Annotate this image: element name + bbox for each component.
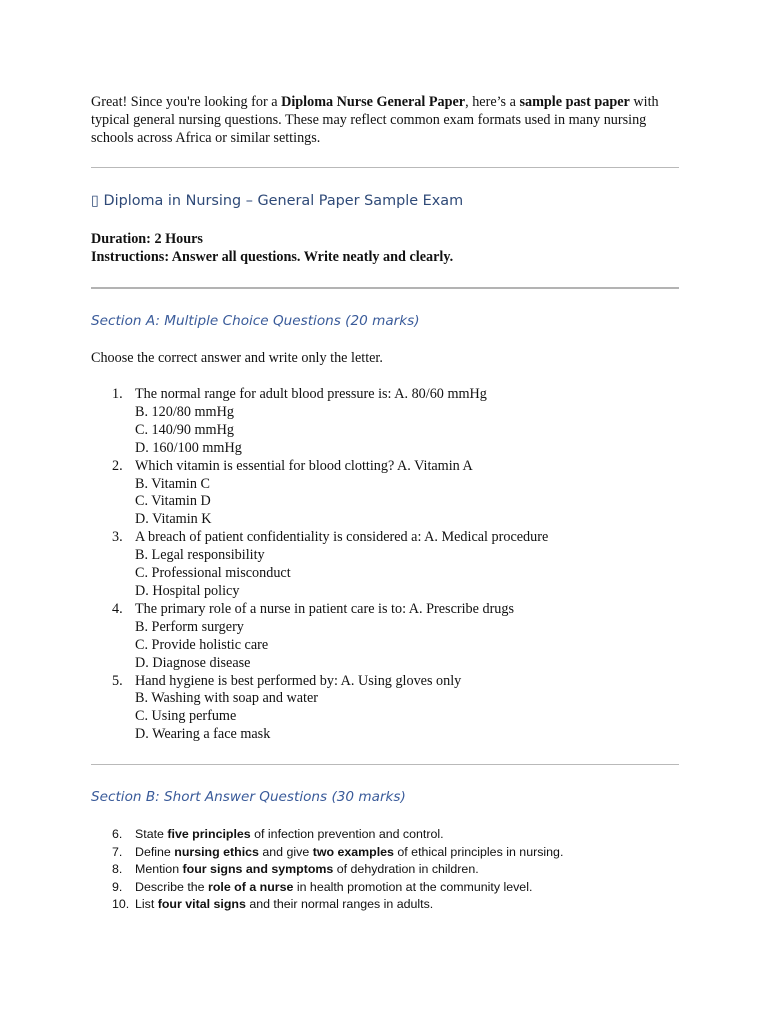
section-a-instruction: Choose the correct answer and write only the letter. [91,350,383,366]
question-text: and give [258,844,313,859]
option-b: B. Perform surgery [135,618,244,635]
section-b-heading: Section B: Short Answer Questions (30 marks) [91,789,406,805]
question-stem: A breach of patient confidentiality is considered a: A. Medical procedure [135,529,549,546]
exam-title-text: Diploma in Nursing – General Paper Sample Exam [103,193,464,209]
option-c: C. Vitamin D [135,493,211,510]
question-number: 7. [112,844,123,859]
question-text: of dehydration in children. [333,862,479,877]
option-c: C. Professional misconduct [135,565,291,582]
question-number: 1. [112,386,123,402]
list-item [91,844,563,862]
question-text: List [135,897,158,912]
divider [91,764,679,765]
missing-glyph-icon: ▯ [91,193,99,209]
list-item [91,879,563,897]
question-text: Define [135,844,175,859]
question-bold: five principles [167,827,251,841]
list-item [91,386,548,458]
question-text: of ethical principles in nursing. [393,844,564,859]
question-stem: The normal range for adult blood pressure is: A. 80/60 mmHg [135,386,487,402]
question-number: 4. [112,600,123,617]
question-number: 3. [112,529,123,546]
question-bold: nursing ethics [174,844,259,859]
intro-paragraph [91,93,679,147]
question-text: State [135,827,168,841]
option-b: B. Legal responsibility [135,547,265,564]
duration: Duration: 2 Hours [91,231,203,247]
question-stem: Hand hygiene is best performed by: A. Using gloves only [135,672,462,689]
question-number: 9. [112,879,123,894]
question-text: Describe the [135,879,209,894]
mcq-list [91,386,548,744]
question-bold: four signs and symptoms [182,862,334,877]
list-item [91,458,548,530]
intro-text-2: , here’s a [465,94,520,110]
list-item [91,529,548,601]
list-item [91,601,548,673]
option-c: C. Provide holistic care [135,636,269,653]
question-stem: The primary role of a nurse in patient care is to: A. Prescribe drugs [135,600,515,617]
question-text: of infection prevention and control. [250,827,444,841]
option-d: D. Diagnose disease [135,654,251,671]
option-b: B. 120/80 mmHg [135,403,234,420]
divider [91,167,679,168]
list-item [91,896,563,914]
question-bold: role of a nurse [208,879,294,894]
divider [91,287,679,289]
question-number: 8. [112,862,123,877]
option-b: B. Vitamin C [135,475,210,492]
question-number: 2. [112,457,123,474]
exam-title [91,193,463,209]
question-text: and their normal ranges in adults. [245,897,434,912]
instructions: Instructions: Answer all questions. Write neatly and clearly. [91,249,454,265]
option-b: B. Washing with soap and water [135,690,319,707]
section-a-heading: Section A: Multiple Choice Questions (20 marks) [91,313,420,329]
question-bold: four vital signs [157,897,246,912]
intro-text-1: Great! Since you're looking for a [91,94,282,110]
option-d: D. Wearing a face mask [135,726,271,743]
question-text: in health promotion at the community level. [293,879,533,894]
intro-bold-paper-name: Diploma Nurse General Paper [281,94,466,110]
option-d: D. 160/100 mmHg [135,439,242,456]
option-d: D. Hospital policy [135,582,240,599]
intro-text-3: with typical general nursing questions. These may reflect common exam formats used in many nursing schools across Africa or similar settings. [91,94,659,146]
question-number: 5. [112,672,123,689]
question-number: 10. [112,897,130,912]
option-c: C. Using perfume [135,708,237,725]
list-item [91,826,563,844]
question-bold: two examples [312,844,394,859]
intro-bold-sample: sample past paper [519,94,630,110]
question-stem: Which vitamin is essential for blood clotting? A. Vitamin A [135,457,473,474]
option-d: D. Vitamin K [135,511,212,528]
question-number: 6. [112,827,123,841]
question-text: Mention [135,862,183,877]
list-item [91,673,548,745]
short-answer-list [91,826,563,914]
list-item [91,861,563,879]
option-c: C. 140/90 mmHg [135,421,234,438]
